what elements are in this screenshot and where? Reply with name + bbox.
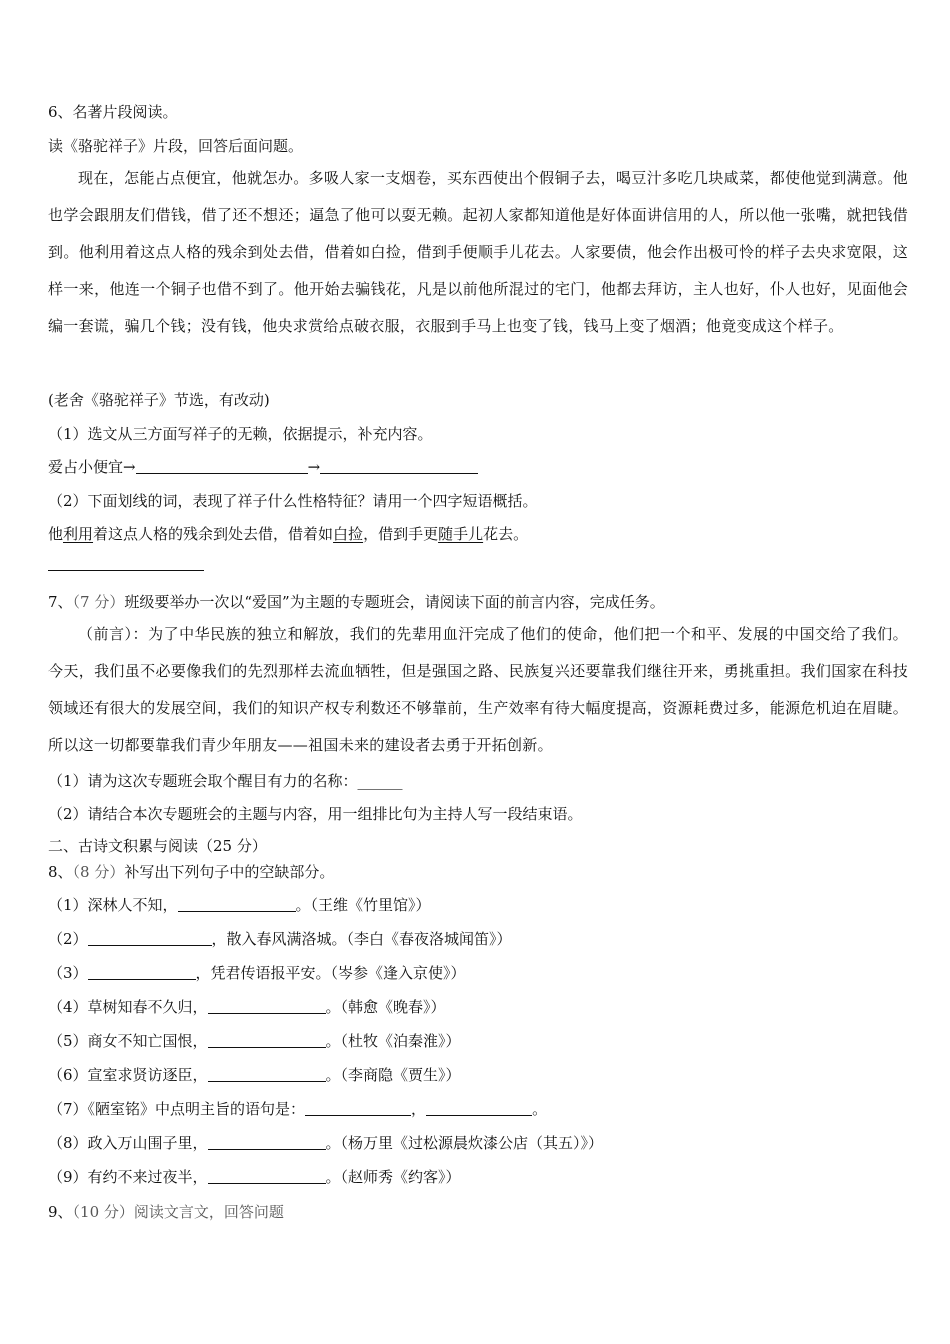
q7-sub1: （1）请为这次专题班会取个醒目有力的名称：______ (48, 772, 403, 790)
question-number: 9、 (48, 1203, 73, 1221)
item-text: 。（王维《竹里馆》） (295, 896, 431, 914)
sentence-text: 花去。 (483, 525, 529, 543)
answer-blank[interactable] (208, 1133, 326, 1150)
answer-blank[interactable] (136, 457, 308, 474)
q8-item (48, 997, 446, 1017)
underlined-word: 白捡 (333, 525, 364, 543)
question-number: 8、 (48, 863, 73, 881)
q8-item (48, 963, 466, 983)
q7-heading (48, 592, 665, 612)
q8-heading (48, 862, 334, 882)
item-text: （5）商女不知亡国恨， (48, 1032, 208, 1050)
section-2-title: 二、古诗文积累与阅读（25 分） (48, 837, 267, 855)
answer-blank[interactable] (48, 554, 204, 571)
q6-source: (老舍《骆驼祥子》节选，有改动) (48, 391, 270, 409)
answer-blank[interactable] (208, 997, 326, 1014)
item-text: 。（杨万里《过松源晨炊漆公店（其五）》） (325, 1134, 604, 1152)
q6-sub1-hint: 爱占小便宜 (48, 458, 124, 476)
q6-sub2-sentence (48, 524, 528, 544)
item-text: ， (411, 1100, 427, 1118)
item-text: 。（韩愈《晚春》） (325, 998, 446, 1016)
answer-blank[interactable] (320, 457, 478, 474)
q8-item (48, 1167, 461, 1187)
item-text: （7）《陋室铭》中点明主旨的语句是： (48, 1100, 306, 1118)
question-number: 7、 (48, 593, 73, 611)
underlined-word: 随手儿 (438, 525, 484, 543)
q8-item (48, 1133, 603, 1153)
answer-blank[interactable] (88, 963, 196, 980)
q6-passage: 现在，怎能占点便宜，他就怎办。多吸人家一支烟卷，买东西使出个假铜子去，喝豆汁多吃几块咸菜，都使他觉到满意。他也学会跟朋友们借钱，借了还不想还；逼急了他可以耍无赖。起初人家都知道他是好体面讲信用的人，所以他一张嘴，就把钱借到。他利用着这点人格的残余到处去借，借着如白捡，借到手便顺手儿花去。人家要债，他会作出极可怜的样子去央求宽限，这样一来，他连一个铜子也借不到了。他开始去骗钱花，凡是以前他所混过的宅门，他都去拜访，主人也好，仆人也好，见面他会编一套谎，骗几个钱；没有钱，他央求赏给点破衣服，衣服到手马上也变了钱，钱马上变了烟酒；他竟变成这个样子。 (48, 169, 908, 335)
item-text: 。（李商隐《贾生》） (325, 1066, 461, 1084)
answer-blank[interactable] (208, 1167, 326, 1184)
q6-sub2-answer-line (48, 554, 204, 574)
sentence-text: ，借到手更 (363, 525, 439, 543)
q7-preface: （前言）：为了中华民族的独立和解放，我们的先辈用血汗完成了他们的使命，他们把一个和平、发展的中国交给了我们。今天，我们虽不必要像我们的先烈那样去流血牺牲，但是强国之路、民族复兴还要靠我们继往开来，勇挑重担。我们国家在科技领域还有很大的发展空间，我们的知识产权专利数还不够靠前，生产效率有待大幅度提高，资源耗费过多，能源危机迫在眉睫。所以这一切都要靠我们青少年朋友——祖国未来的建设者去勇于开拓创新。 (48, 625, 908, 754)
score-label: （8 分） (72, 863, 125, 881)
q6-sub1-answer-line (48, 457, 478, 477)
q8-item (48, 895, 431, 915)
item-text: （3） (48, 964, 88, 982)
item-text: （1）深林人不知， (48, 896, 178, 914)
q6-instruction: 读《骆驼祥子》片段，回答后面问题。 (48, 137, 304, 155)
q8-item (48, 1099, 547, 1119)
answer-blank[interactable] (208, 1031, 326, 1048)
item-text: （6）宣室求贤访逐臣， (48, 1066, 208, 1084)
answer-blank[interactable] (208, 1065, 326, 1082)
score-label: （7 分） (72, 593, 125, 611)
question-text: 补写出下列句子中的空缺部分。 (124, 863, 335, 881)
q6-heading: 6、名著片段阅读。 (48, 103, 178, 121)
q6-sub2: （2）下面划线的词，表现了祥子什么性格特征？请用一个四字短语概括。 (48, 492, 538, 510)
score-label: （10 分） (72, 1203, 134, 1221)
q9-heading (48, 1202, 284, 1222)
item-text: （9）有约不来过夜半， (48, 1168, 208, 1186)
q8-item (48, 929, 512, 949)
arrow-icon: → (123, 458, 136, 476)
question-text: 班级要举办一次以“爱国”为主题的专题班会，请阅读下面的前言内容，完成任务。 (124, 593, 665, 611)
q8-item (48, 1031, 461, 1051)
item-text: 。 (532, 1100, 548, 1118)
item-text: ，散入春风满洛城。（李白《春夜洛城闻笛》） (211, 930, 512, 948)
item-text: （8）政入万山围子里， (48, 1134, 208, 1152)
answer-blank[interactable] (178, 895, 296, 912)
q7-sub2: （2）请结合本次专题班会的主题与内容，用一组排比句为主持人写一段结束语。 (48, 805, 583, 823)
arrow-icon: → (307, 458, 321, 476)
answer-blank[interactable] (426, 1099, 532, 1116)
q6-sub1: （1）选文从三方面写祥子的无赖，依据提示，补充内容。 (48, 425, 433, 443)
sentence-text: 他 (48, 525, 64, 543)
underlined-word: 利用 (63, 525, 94, 543)
item-text: 。（赵师秀《约客》） (325, 1168, 461, 1186)
item-text: （2） (48, 930, 88, 948)
item-text: ，凭君传语报平安。（岑参《逢入京使》） (195, 964, 466, 982)
item-text: 。（杜牧《泊秦淮》） (325, 1032, 461, 1050)
answer-blank[interactable] (88, 929, 212, 946)
item-text: （4）草树知春不久归， (48, 998, 208, 1016)
q8-item (48, 1065, 461, 1085)
answer-blank[interactable] (305, 1099, 411, 1116)
sentence-text: 着这点人格的残余到处去借，借着如 (93, 525, 334, 543)
question-text: 阅读文言文，回答问题 (133, 1203, 284, 1221)
